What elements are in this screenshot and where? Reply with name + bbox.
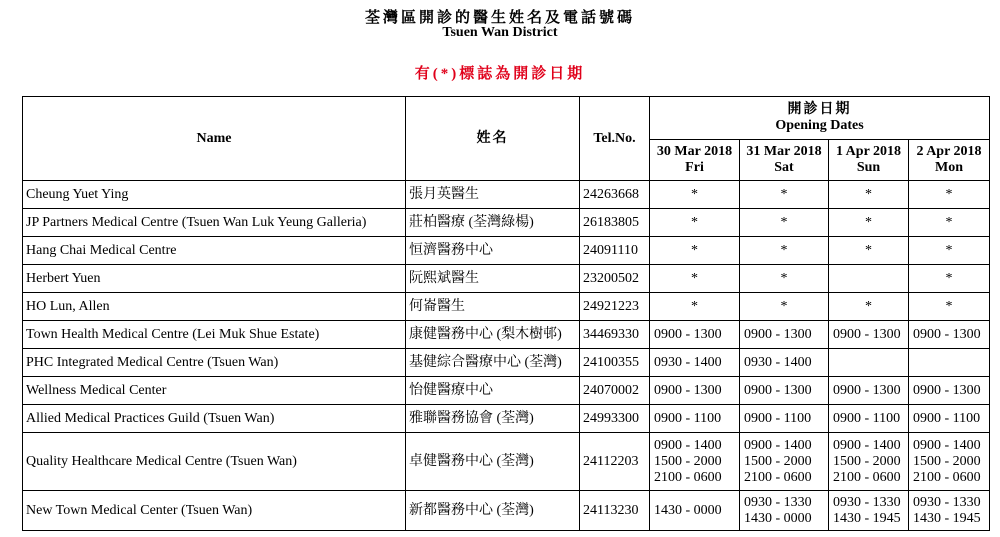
hours-line: 0900 - 1300	[654, 326, 722, 342]
hours-line: 0900 - 1300	[744, 382, 812, 398]
clinic-tel: 24100355	[580, 349, 650, 377]
table-row	[23, 377, 990, 405]
clinic-tel: 24113230	[580, 491, 650, 531]
opening-hours	[829, 433, 909, 491]
clinic-tel: 24921223	[580, 293, 650, 321]
open-mark	[650, 265, 740, 293]
open-mark	[829, 293, 909, 321]
hours-line: *	[865, 242, 872, 258]
hours-line: 0930 - 1400	[654, 354, 722, 370]
clinic-name-zh: 莊柏醫療 (荃灣綠楊)	[406, 209, 580, 237]
clinic-name-zh: 基健綜合醫療中心 (荃灣)	[406, 349, 580, 377]
clinic-tel: 26183805	[580, 209, 650, 237]
open-mark	[909, 237, 990, 265]
open-mark	[650, 209, 740, 237]
hours-line: *	[780, 298, 788, 314]
open-mark	[650, 181, 740, 209]
opening-hours	[740, 433, 829, 491]
open-mark	[740, 265, 829, 293]
clinic-name: HO Lun, Allen	[23, 293, 406, 321]
table-row	[23, 491, 990, 531]
table-row	[23, 237, 990, 265]
hours-line: 2100 - 0600	[654, 469, 722, 485]
clinic-name-zh: 阮熙斌醫生	[406, 265, 580, 293]
hours-line: *	[780, 214, 788, 230]
hours-line: *	[865, 298, 872, 314]
clinic-tel: 24993300	[580, 405, 650, 433]
open-mark	[829, 209, 909, 237]
header-name: Name	[23, 97, 406, 181]
opening-hours	[650, 349, 740, 377]
hours-line: *	[780, 242, 788, 258]
hours-line: 0900 - 1400	[744, 437, 812, 453]
hours-line: *	[691, 242, 698, 258]
open-mark	[909, 181, 990, 209]
clinic-table	[22, 96, 990, 531]
hours-line: 2100 - 0600	[833, 469, 901, 485]
hours-line: 2100 - 0600	[913, 469, 981, 485]
hours-line: 1430 - 0000	[654, 502, 722, 518]
clinic-name-zh: 康健醫務中心 (梨木樹邨)	[406, 321, 580, 349]
hours-line: 1430 - 1945	[833, 510, 901, 526]
table-row	[23, 181, 990, 209]
hours-line: *	[691, 214, 698, 230]
hours-line: 1500 - 2000	[913, 453, 981, 469]
hours-line: 0900 - 1400	[833, 437, 901, 453]
hours-line: 1430 - 0000	[744, 510, 812, 526]
clinic-tel: 34469330	[580, 321, 650, 349]
opening-hours	[650, 405, 740, 433]
clinic-tel: 23200502	[580, 265, 650, 293]
hours-line: *	[865, 214, 872, 230]
opening-hours	[829, 349, 909, 377]
hours-line: 1430 - 1945	[913, 510, 981, 526]
hours-line: *	[945, 242, 953, 258]
table-row	[23, 405, 990, 433]
hours-line: 1500 - 2000	[744, 453, 812, 469]
opening-dates-zh: 開診日期	[787, 102, 852, 117]
hours-line: 0900 - 1100	[654, 410, 722, 426]
hours-line: 0900 - 1400	[913, 437, 981, 453]
clinic-tel: 24070002	[580, 377, 650, 405]
table-row	[23, 209, 990, 237]
hours-line: 0900 - 1300	[833, 382, 901, 398]
clinic-name-zh: 雅聯醫務協會 (荃灣)	[406, 405, 580, 433]
date-header: 1 Apr 2018 Sun	[829, 140, 909, 181]
clinic-name-zh: 新都醫務中心 (荃灣)	[406, 491, 580, 531]
hours-line: 0900 - 1300	[744, 326, 812, 342]
clinic-tel: 24112203	[580, 433, 650, 491]
clinic-name: Cheung Yuet Ying	[23, 181, 406, 209]
open-mark	[909, 209, 990, 237]
open-mark	[829, 181, 909, 209]
open-mark	[829, 237, 909, 265]
open-mark	[740, 293, 829, 321]
hours-line: 0930 - 1330	[833, 494, 901, 510]
clinic-name: PHC Integrated Medical Centre (Tsuen Wan)	[23, 349, 406, 377]
header-opening-dates	[650, 97, 990, 140]
hours-line: 0900 - 1100	[744, 410, 812, 426]
hours-line: *	[691, 298, 698, 314]
date-header: 31 Mar 2018 Sat	[740, 140, 829, 181]
clinic-name: New Town Medical Center (Tsuen Wan)	[23, 491, 406, 531]
opening-note: 有(*)標誌為開診日期	[414, 66, 586, 82]
opening-hours	[909, 433, 990, 491]
date-header: 2 Apr 2018 Mon	[909, 140, 990, 181]
opening-hours	[909, 405, 990, 433]
hours-line: *	[865, 186, 872, 202]
opening-hours	[829, 321, 909, 349]
clinic-name: Wellness Medical Center	[23, 377, 406, 405]
table-row	[23, 265, 990, 293]
hours-line: 1500 - 2000	[654, 453, 722, 469]
clinic-name-zh: 何崙醫生	[406, 293, 580, 321]
hours-line: *	[780, 186, 788, 202]
hours-line: 0900 - 1300	[833, 326, 901, 342]
clinic-tel: 24091110	[580, 237, 650, 265]
hours-line: *	[945, 214, 953, 230]
hours-line: 0900 - 1300	[654, 382, 722, 398]
opening-hours	[740, 491, 829, 531]
opening-hours	[740, 377, 829, 405]
table-row	[23, 349, 990, 377]
hours-line: 0930 - 1400	[744, 354, 812, 370]
hours-line: 0900 - 1100	[913, 410, 981, 426]
open-mark	[909, 265, 990, 293]
clinic-name: JP Partners Medical Centre (Tsuen Wan Luk Yeung Galleria)	[23, 209, 406, 237]
open-mark	[909, 293, 990, 321]
hours-line: 1500 - 2000	[833, 453, 901, 469]
opening-hours	[650, 491, 740, 531]
open-mark	[740, 209, 829, 237]
header-name-zh: 姓名	[406, 97, 580, 181]
page-title-en: Tsuen Wan District	[442, 25, 558, 40]
opening-hours	[909, 321, 990, 349]
hours-line: *	[945, 298, 953, 314]
hours-line: 0900 - 1400	[654, 437, 722, 453]
opening-hours	[909, 377, 990, 405]
clinic-name-zh: 怡健醫療中心	[406, 377, 580, 405]
clinic-name: Allied Medical Practices Guild (Tsuen Wan)	[23, 405, 406, 433]
table-row	[23, 293, 990, 321]
hours-line: 0930 - 1330	[913, 494, 981, 510]
opening-hours	[829, 405, 909, 433]
hours-line: *	[780, 270, 788, 286]
hours-line: *	[945, 186, 953, 202]
clinic-tel: 24263668	[580, 181, 650, 209]
hours-line: *	[945, 270, 953, 286]
opening-hours	[829, 265, 909, 293]
opening-hours	[909, 349, 990, 377]
table-row	[23, 321, 990, 349]
hours-line: 2100 - 0600	[744, 469, 812, 485]
opening-hours	[650, 377, 740, 405]
opening-hours	[740, 349, 829, 377]
date-header: 30 Mar 2018 Fri	[650, 140, 740, 181]
clinic-name-zh: 張月英醫生	[406, 181, 580, 209]
page-title-zh: 荃灣區開診的醫生姓名及電話號碼	[364, 10, 635, 26]
open-mark	[650, 293, 740, 321]
open-mark	[740, 181, 829, 209]
hours-line: 0900 - 1300	[913, 382, 981, 398]
hours-line: 0930 - 1330	[744, 494, 812, 510]
opening-hours	[650, 433, 740, 491]
hours-line: *	[691, 186, 698, 202]
opening-hours	[740, 321, 829, 349]
opening-hours	[650, 321, 740, 349]
opening-hours	[909, 491, 990, 531]
hours-line: 0900 - 1100	[833, 410, 901, 426]
clinic-name-zh: 卓健醫務中心 (荃灣)	[406, 433, 580, 491]
opening-hours	[829, 491, 909, 531]
clinic-name: Herbert Yuen	[23, 265, 406, 293]
opening-hours	[829, 377, 909, 405]
opening-hours	[740, 405, 829, 433]
open-mark	[740, 237, 829, 265]
hours-line: *	[691, 270, 698, 286]
clinic-name: Town Health Medical Centre (Lei Muk Shue Estate)	[23, 321, 406, 349]
clinic-name-zh: 恒濟醫務中心	[406, 237, 580, 265]
opening-dates-en: Opening Dates	[775, 118, 864, 133]
hours-line: 0900 - 1300	[913, 326, 981, 342]
clinic-name: Quality Healthcare Medical Centre (Tsuen Wan)	[23, 433, 406, 491]
header-tel: Tel.No.	[580, 97, 650, 181]
clinic-name: Hang Chai Medical Centre	[23, 237, 406, 265]
open-mark	[650, 237, 740, 265]
table-row	[23, 433, 990, 491]
